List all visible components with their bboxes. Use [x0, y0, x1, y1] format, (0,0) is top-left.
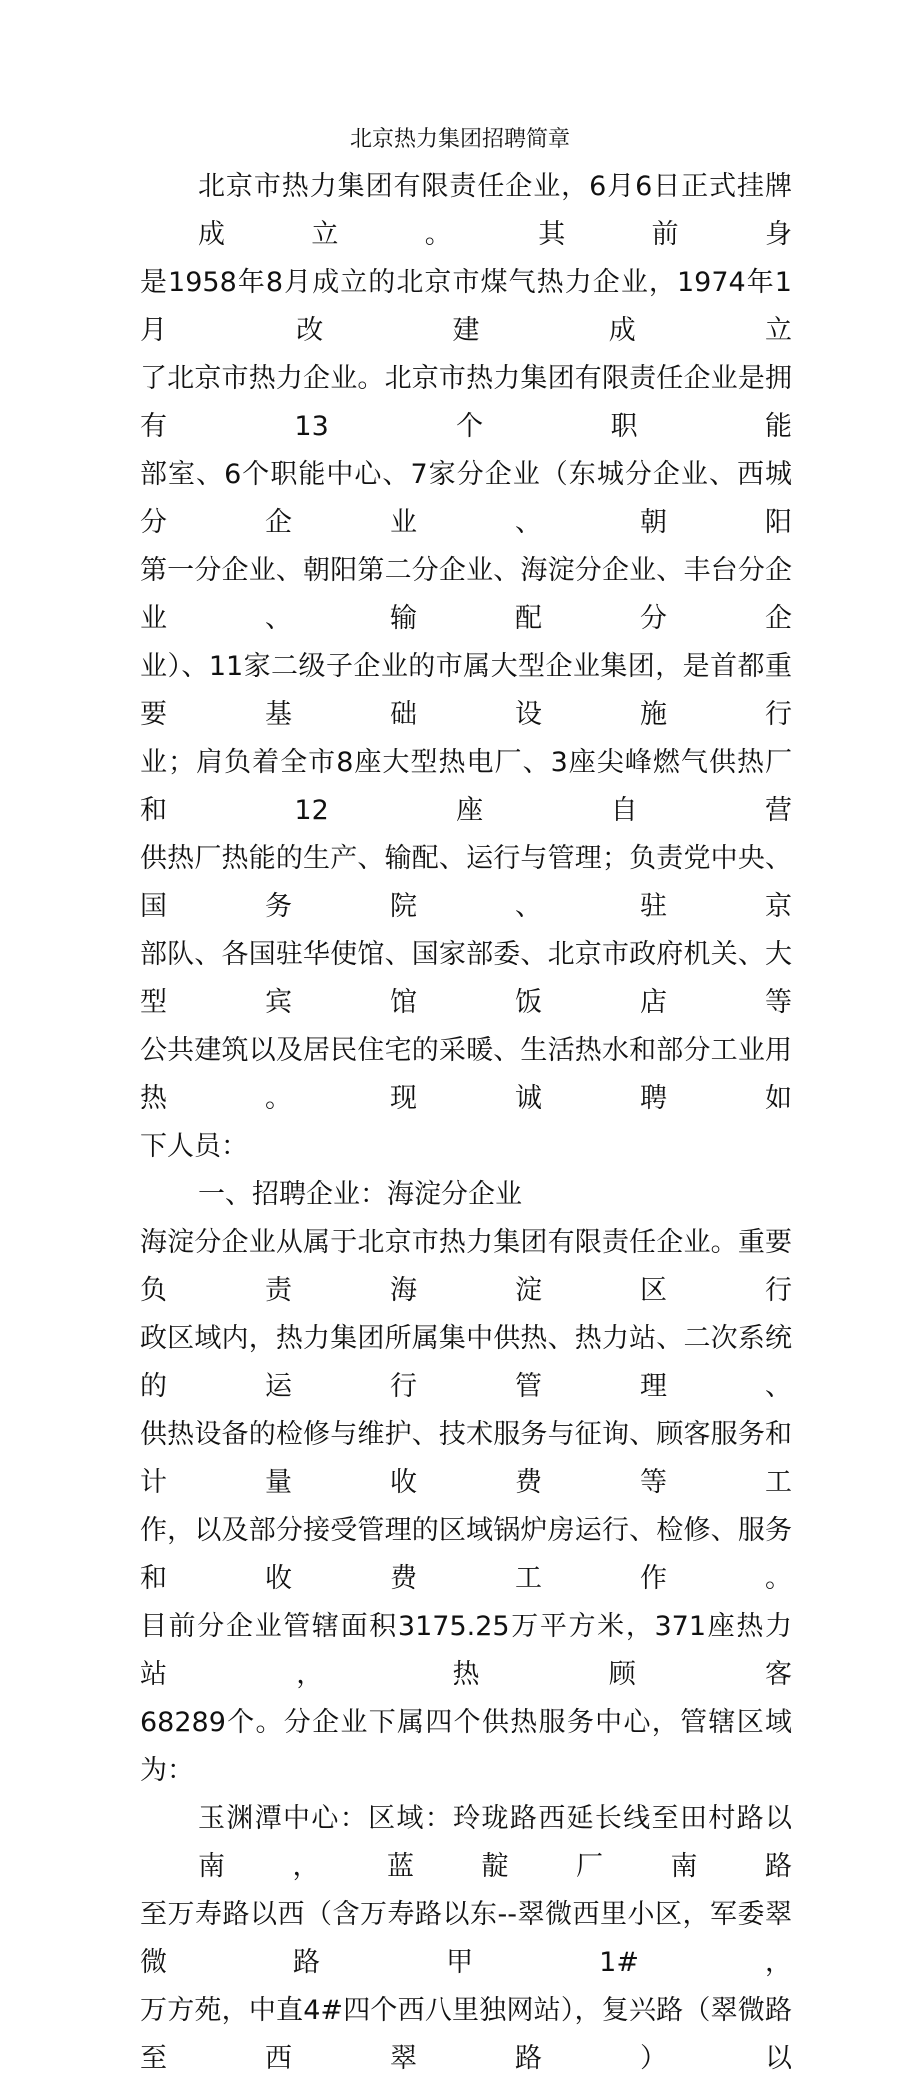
paragraph-line: 供热设备的检修与维护、技术服务与征询、顾客服务和计量收费等工	[140, 1419, 792, 1498]
paragraph-line: 68289个。分企业下属四个供热服务中心，管辖区域为：	[140, 1707, 792, 1786]
paragraph-line: 玉渊潭中心：区域：玲珑路西延长线至田村路以南，蓝靛厂南路	[198, 1803, 792, 1882]
paragraph-line: 北京市热力集团有限责任企业，6月6日正式挂牌成立。其前身	[198, 171, 792, 250]
paragraph-line: 作，以及部分接受管理的区域锅炉房运行、检修、服务和收费工作。	[140, 1515, 792, 1594]
paragraph-line: 一、招聘企业：海淀分企业	[198, 1179, 522, 1210]
document-body	[140, 163, 792, 2083]
paragraph-line: 目前分企业管辖面积3175.25万平方米，371座热力站，热顾客	[140, 1611, 792, 1690]
paragraph-line: 业）、11家二级子企业的市属大型企业集团，是首都重要基础设施行	[140, 651, 792, 730]
paragraph-line: 政区域内，热力集团所属集中供热、热力站、二次系统的运行管理、	[140, 1323, 792, 1402]
paragraph-line: 供热厂热能的生产、输配、运行与管理；负责党中央、国务院、驻京	[140, 843, 792, 922]
paragraph-line: 万方苑，中直4#四个西八里独网站），复兴路（翠微路至西翠路）以	[140, 1995, 792, 2074]
paragraph-line: 部队、各国驻华使馆、国家部委、北京市政府机关、大型宾馆饭店等	[140, 939, 792, 1018]
document-title: 北京热力集团招聘简章	[349, 127, 570, 152]
paragraph-line: 业；肩负着全市8座大型热电厂、3座尖峰燃气供热厂和12座自营	[140, 747, 792, 826]
paragraph-line: 第一分企业、朝阳第二分企业、海淀分企业、丰台分企业、输配分企	[140, 555, 792, 634]
paragraph-line: 至万寿路以西（含万寿路以东--翠微西里小区，军委翠微路甲1#，	[140, 1899, 792, 1978]
paragraph-line: 海淀分企业从属于北京市热力集团有限责任企业。重要负责海淀区行	[140, 1227, 792, 1306]
paragraph-line: 是1958年8月成立的北京市煤气热力企业，1974年1月改建成立	[140, 267, 792, 346]
paragraph-line: 部室、6个职能中心、7家分企业（东城分企业、西城分企业、朝阳	[140, 459, 792, 538]
paragraph-line: 下人员：	[140, 1131, 248, 1162]
paragraph-line: 了北京市热力企业。北京市热力集团有限责任企业是拥有13个职能	[140, 363, 792, 442]
paragraph-line: 公共建筑以及居民住宅的采暖、生活热水和部分工业用热。现诚聘如	[140, 1035, 792, 1114]
